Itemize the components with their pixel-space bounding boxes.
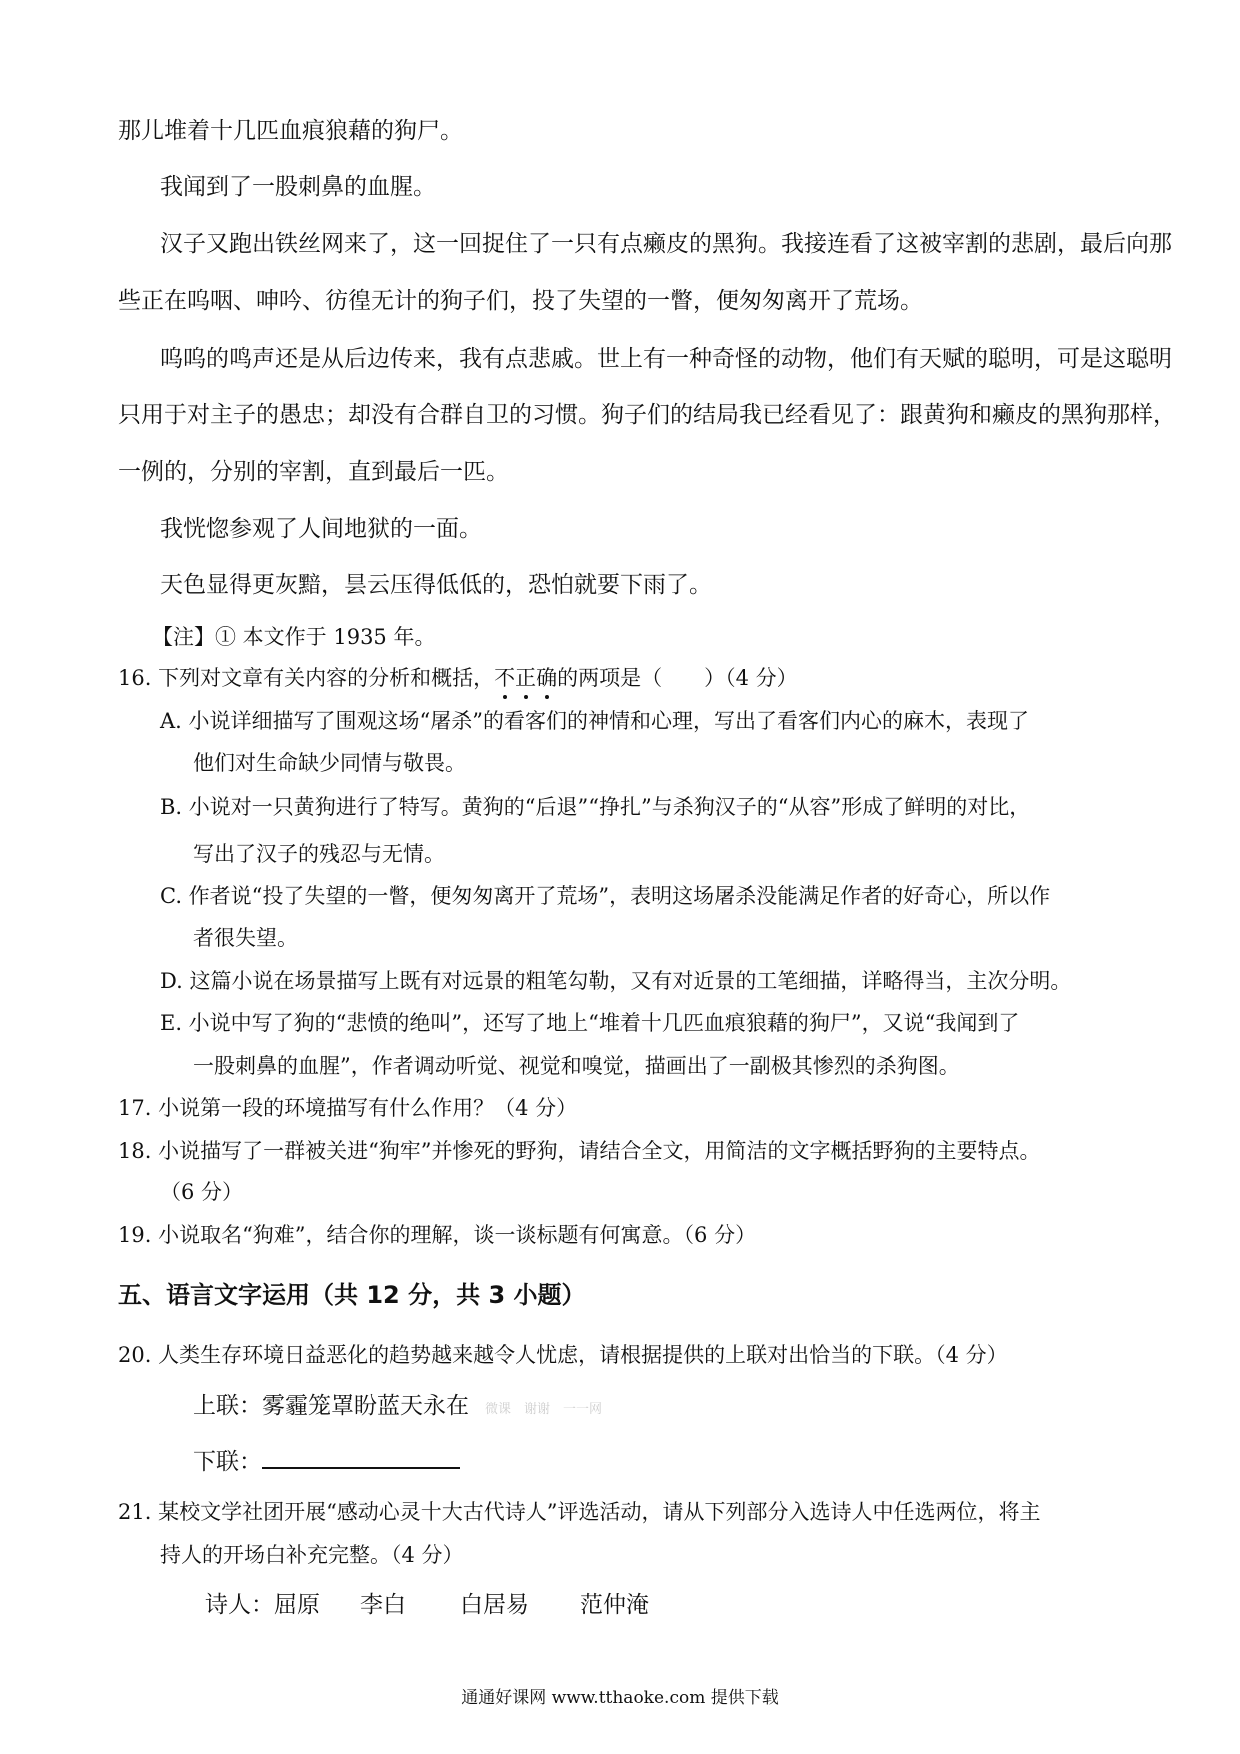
- option-b: B. 小说对一只黄狗进行了特写。黄狗的“后退”“挣扎”与杀狗汉子的“从容”形成了鲜明的对比，: [160, 795, 1031, 819]
- poet-name: 李白: [360, 1592, 406, 1618]
- prose-line: 我恍惚参观了人间地狱的一面。: [160, 516, 482, 542]
- question-18-cont: （6 分）: [160, 1180, 244, 1204]
- question-18: 18. 小说描写了一群被关进“狗牢”并惨死的野狗，请结合全文，用简洁的文字概括野狗的主要特点。: [118, 1139, 1041, 1163]
- question-19: 19. 小说取名“狗难”，结合你的理解，谈一谈标题有何寓意。（6 分）: [118, 1223, 757, 1247]
- option-c: C. 作者说“投了失望的一瞥，便匆匆离开了荒场”，表明这场屠杀没能满足作者的好奇心，所以作: [160, 884, 1051, 908]
- question-21-cont: 持人的开场白补充完整。（4 分）: [160, 1543, 464, 1567]
- emphasis-char: 不: [494, 662, 515, 692]
- prose-line: 只用于对主子的愚忠；却没有合群自卫的习惯。狗子们的结局我已经看见了：跟黄狗和癞皮的黑狗那样，: [118, 402, 1176, 428]
- question-20: 20. 人类生存环境日益恶化的趋势越来越令人忧虑，请根据提供的上联对出恰当的下联。（4 分）: [118, 1343, 1008, 1367]
- option-a-cont: 他们对生命缺少同情与敬畏。: [193, 751, 466, 775]
- couplet-lower: [193, 1443, 460, 1476]
- poet-label: 诗人：: [205, 1592, 274, 1618]
- question-16-text: 16. 下列对文章有关内容的分析和概括，: [118, 666, 495, 690]
- couplet-upper: [193, 1387, 602, 1420]
- emphasis-char: 确: [536, 662, 557, 692]
- prose-line: 我闻到了一股刺鼻的血腥。: [160, 174, 436, 200]
- prose-line: 那儿堆着十几匹血痕狼藉的狗尸。: [118, 118, 463, 144]
- option-a: A. 小说详细描写了围观这场“屠杀”的看客们的神情和心理，写出了看客们内心的麻木，表现了: [160, 709, 1029, 733]
- prose-line: 些正在呜咽、呻吟、彷徨无计的狗子们，投了失望的一瞥，便匆匆离开了荒场。: [118, 288, 923, 314]
- watermark: 微课 谢谢 一一网: [485, 1402, 603, 1417]
- couplet-upper-label: 上联：: [193, 1393, 262, 1419]
- option-e: E. 小说中写了狗的“悲愤的绝叫”，还写了地上“堆着十几匹血痕狼藉的狗尸”，又说“我闻到了: [160, 1011, 1020, 1035]
- prose-line: 天色显得更灰黯，昙云压得低低的，恐怕就要下雨了。: [160, 572, 712, 598]
- page-footer: 通通好课网 www.tthaoke.com 提供下载: [461, 1688, 779, 1708]
- option-c-cont: 者很失望。: [193, 926, 298, 950]
- answer-blank[interactable]: [262, 1445, 460, 1469]
- poet-name: 屈原: [274, 1592, 320, 1618]
- question-21: 21. 某校文学社团开展“感动心灵十大古代诗人”评选活动，请从下列部分入选诗人中任选两位，将主: [118, 1500, 1041, 1524]
- section-heading: 五、语言文字运用（共 12 分，共 3 小题）: [118, 1281, 586, 1309]
- couplet-lower-label: 下联：: [193, 1449, 262, 1475]
- question-16-text: 的两项是（ ）（4 分）: [557, 666, 798, 690]
- poet-name: 白居易: [460, 1592, 529, 1618]
- poet-list: [205, 1586, 649, 1619]
- poet-name: 范仲淹: [580, 1592, 649, 1618]
- couplet-upper-text: 雾霾笼罩盼蓝天永在: [262, 1393, 469, 1419]
- prose-line: 一例的，分别的宰割，直到最后一匹。: [118, 459, 509, 485]
- option-b-cont: 写出了汉子的残忍与无情。: [193, 842, 445, 866]
- prose-line: 呜呜的鸣声还是从后边传来，我有点悲戚。世上有一种奇怪的动物，他们有天赋的聪明，可是这聪明: [160, 346, 1172, 372]
- footnote: 【注】① 本文作于 1935 年。: [152, 625, 436, 649]
- option-e-cont: 一股刺鼻的血腥”，作者调动听觉、视觉和嗅觉，描画出了一副极其惨烈的杀狗图。: [193, 1054, 960, 1078]
- question-17: 17. 小说第一段的环境描写有什么作用？（4 分）: [118, 1096, 578, 1120]
- question-16: [118, 662, 798, 692]
- emphasis-char: 正: [515, 662, 536, 692]
- option-d: D. 这篇小说在场景描写上既有对远景的粗笔勾勒，又有对近景的工笔细描，详略得当，主次分明。: [160, 969, 1072, 993]
- prose-line: 汉子又跑出铁丝网来了，这一回捉住了一只有点癞皮的黑狗。我接连看了这被宰割的悲剧，最后向那: [160, 231, 1172, 257]
